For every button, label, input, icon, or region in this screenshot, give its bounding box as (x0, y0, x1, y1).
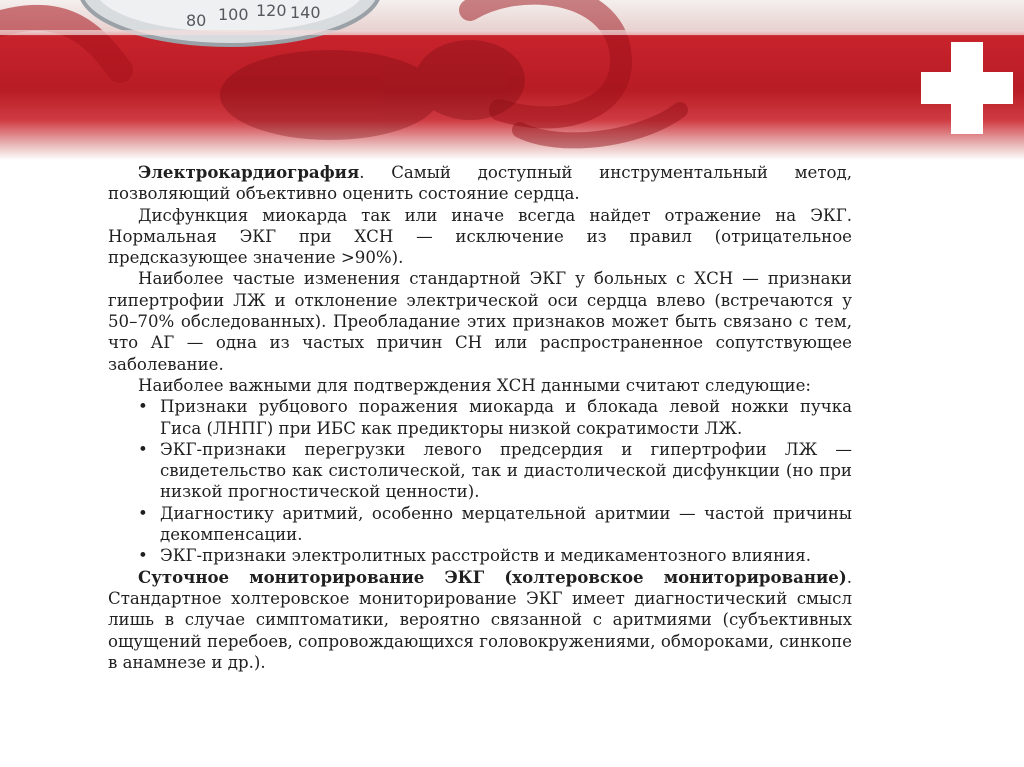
paragraph-frequent-changes: Наиболее частые изменения стандартной ЭКГ у больных с ХСН — признаки гипертрофии ЛЖ и отклонение электрической оси сердца влево (встречаются у 50–70% обследованных). Преобладание этих признаков может быть связано с тем, что АГ — одна из частых причин СН или распространенное сопутствующее заболевание. (108, 269, 852, 374)
bullet-marker: • (138, 439, 148, 459)
paragraph-ecg: Электрокардиография. Самый доступный инструментальный метод, позволяющий объективно оценить состояние сердца. (108, 162, 852, 204)
bullet-marker: • (138, 503, 148, 523)
bullet-marker: • (138, 546, 148, 566)
document-body (108, 162, 852, 673)
dial-number: 140 (290, 3, 321, 22)
paragraph-holter: Суточное мониторирование ЭКГ (холтеровское мониторирование). Стандартное холтеровское мониторирование ЭКГ имеет диагностический смысл лишь в случае симптоматики, вероятно связанной с аритмиями (субъективных ощущений перебоев, сопровождающихся головокружениями, обмороками, синкопе в анамнезе и др.). (108, 566, 852, 672)
bullet-marker: • (138, 397, 148, 417)
pressure-bulb (220, 40, 525, 140)
list-item: • Признаки рубцового поражения миокарда и блокада левой ножки пучка Гиса (ЛНПГ) при ИБС как предикторы низкой сократимости ЛЖ. (138, 397, 852, 438)
term-holter: Суточное мониторирование ЭКГ (холтеровское мониторирование) (138, 566, 847, 587)
bullet-list (108, 396, 852, 566)
list-item: • ЭКГ-признаки перегрузки левого предсердия и гипертрофии ЛЖ — свидетельство как систолической, так и диастолической дисфункции (но при низкой прогностической ценности). (138, 439, 852, 502)
dial-number: 120 (256, 1, 287, 20)
list-item: • Диагностику аритмий, особенно мерцательной аритмии — частой причины декомпенсации. (138, 503, 852, 545)
dial-number: 100 (218, 5, 249, 24)
list-item: • ЭКГ-признаки электролитных расстройств и медикаментозного влияния. (138, 546, 812, 566)
header-banner (0, 0, 1024, 160)
dial-number: 80 (186, 11, 207, 30)
tonometer-dial (80, 0, 380, 45)
medical-cross-icon (921, 42, 1013, 134)
paragraph-dysfunction: Дисфункция миокарда так или иначе всегда найдет отражение на ЭКГ. Нормальная ЭКГ при ХСН — исключение из правил (отрицательное предсказующее значение >90%). (108, 205, 852, 268)
stethoscope-tonometer-image (0, 0, 1024, 160)
term-ecg: Электрокардиография (138, 162, 360, 182)
paragraph-important-data: Наиболее важными для подтверждения ХСН данными считают следующие: (138, 375, 811, 395)
